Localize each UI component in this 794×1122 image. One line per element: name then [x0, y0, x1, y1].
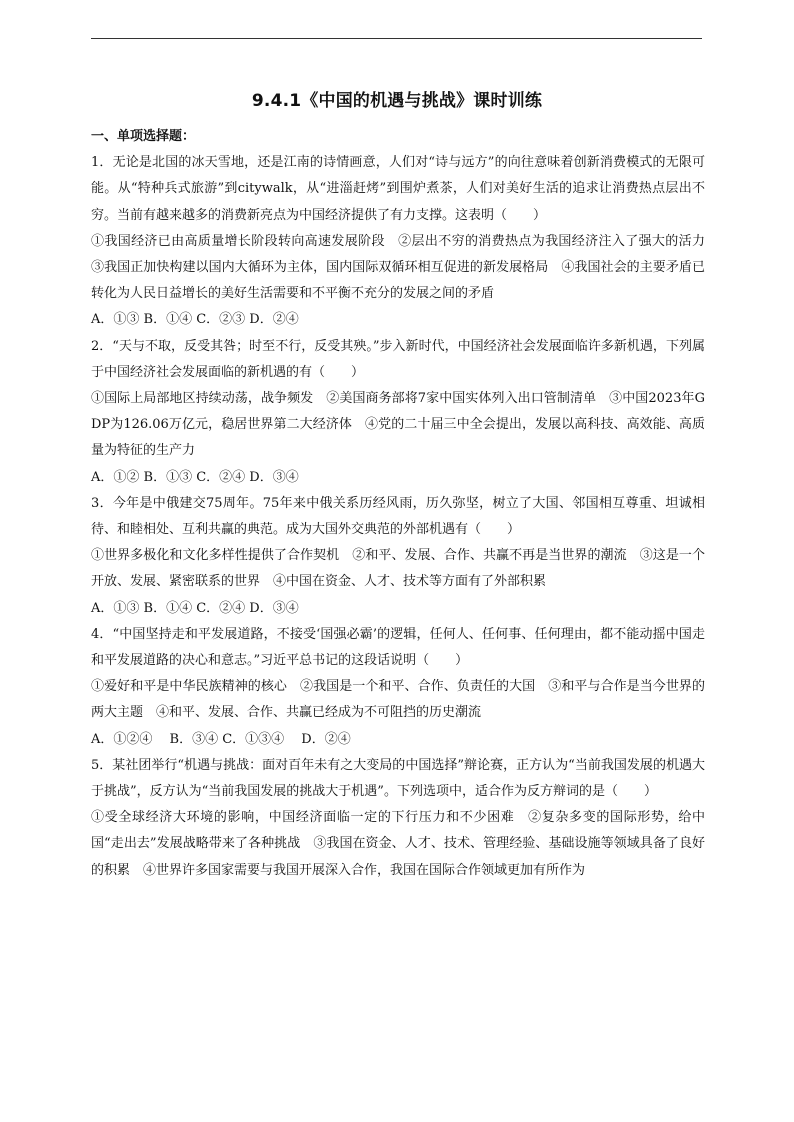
question-items: ①我国经济已由高质量增长阶段转向高速发展阶段 ②层出不穷的消费热点为我国经济注入了强大的活力 ③我国正加快构建以国内大循环为主体，国内国际双循环相互促进的新发展格局 ④我国社会的主要矛盾已转化为人民日益增长的美好生活需要和不平衡不充分的发展之间的矛盾: [91, 233, 719, 302]
question-options: A．①③ B．①④ C．②③ D．②④: [91, 312, 299, 328]
question-stem: 1．无论是北国的冰天雪地，还是江南的诗情画意，人们对“诗与远方”的向往意味着创新消费模式的无限可能。从“特种兵式旅游”到citywalk，从“进淄赶烤”到围炉煮茶，人们对美好生活的追求让消费热点层出不穷。当前有越来越多的消费新亮点为中国经济提供了有力支撑。这表明（ ）: [91, 155, 705, 223]
document-title: 9.4.1《中国的机遇与挑战》课时训练: [251, 91, 543, 111]
question-2: [91, 334, 705, 491]
question-1: [91, 150, 719, 333]
question-items: ①世界多极化和文化多样性提供了合作契机 ②和平、发展、合作、共赢不再是当世界的潮流 ③这是一个开放、发展、紧密联系的世界 ④中国在资金、人才、技术等方面有了外部积累: [91, 548, 705, 590]
document-body: [91, 124, 719, 884]
question-options: A．①②④ B．③④ C．①③④ D．②④: [91, 731, 351, 747]
question-3: [91, 491, 705, 622]
question-items: ①国际上局部地区持续动荡，战争频发 ②美国商务部将7家中国实体列入出口管制清单 ③中国2023年GDP为126.06万亿元，稳居世界第二大经济体 ④党的二十届三中全会提出，发展以高科技、高效能、高质量为特征的生产力: [91, 391, 705, 459]
question-4: [91, 622, 705, 753]
question-stem: 4．“中国坚持走和平发展道路，不接受‘国强必霸’的逻辑，任何人、任何事、任何理由，都不能动摇中国走和平发展道路的决心和意志。”习近平总书记的这段话说明（ ）: [91, 626, 705, 669]
header-rule: [91, 38, 702, 39]
question-stem: 2．“天与不取，反受其咎；时至不行，反受其殃。”步入新时代，中国经济社会发展面临许多新机遇，下列属于中国经济社会发展面临的新机遇的有（ ）: [91, 338, 705, 380]
question-items: ①受全球经济大环境的影响，中国经济面临一定的下行压力和不少困难 ②复杂多变的国际形势，给中国“走出去”发展战略带来了各种挑战 ③我国在资金、人才、技术、管理经验、基础设施等领域具备了良好的积累 ④世界许多国家需要与我国开展深入合作，我国在国际合作领域更加有所作为: [91, 810, 705, 878]
question-stem: 3．今年是中俄建交75周年。75年来中俄关系历经风雨，历久弥坚，树立了大国、邻国相互尊重、坦诚相待、和睦相处、互利共赢的典范。成为大国外交典范的外部机遇有（ ）: [91, 495, 705, 538]
question-5: [91, 753, 705, 884]
question-stem: 5．某社团举行“机遇与挑战：面对百年未有之大变局的中国选择”辩论赛，正方认为“当前我国发展的机遇大于挑战”，反方认为“当前我国发展的挑战大于机遇”。下列选项中，适合作为反方辩词的是（ ）: [91, 757, 705, 800]
question-options: A．①② B．①③ C．②④ D．③④: [91, 469, 299, 485]
section-heading: 一、单项选择题：: [91, 129, 196, 144]
question-options: A．①③ B．①④ C．②④ D．③④: [91, 600, 299, 616]
question-items: ①爱好和平是中华民族精神的核心 ②我国是一个和平、合作、负责任的大国 ③和平与合作是当今世界的两大主题 ④和平、发展、合作、共赢已经成为不可阻挡的历史潮流: [91, 679, 705, 721]
